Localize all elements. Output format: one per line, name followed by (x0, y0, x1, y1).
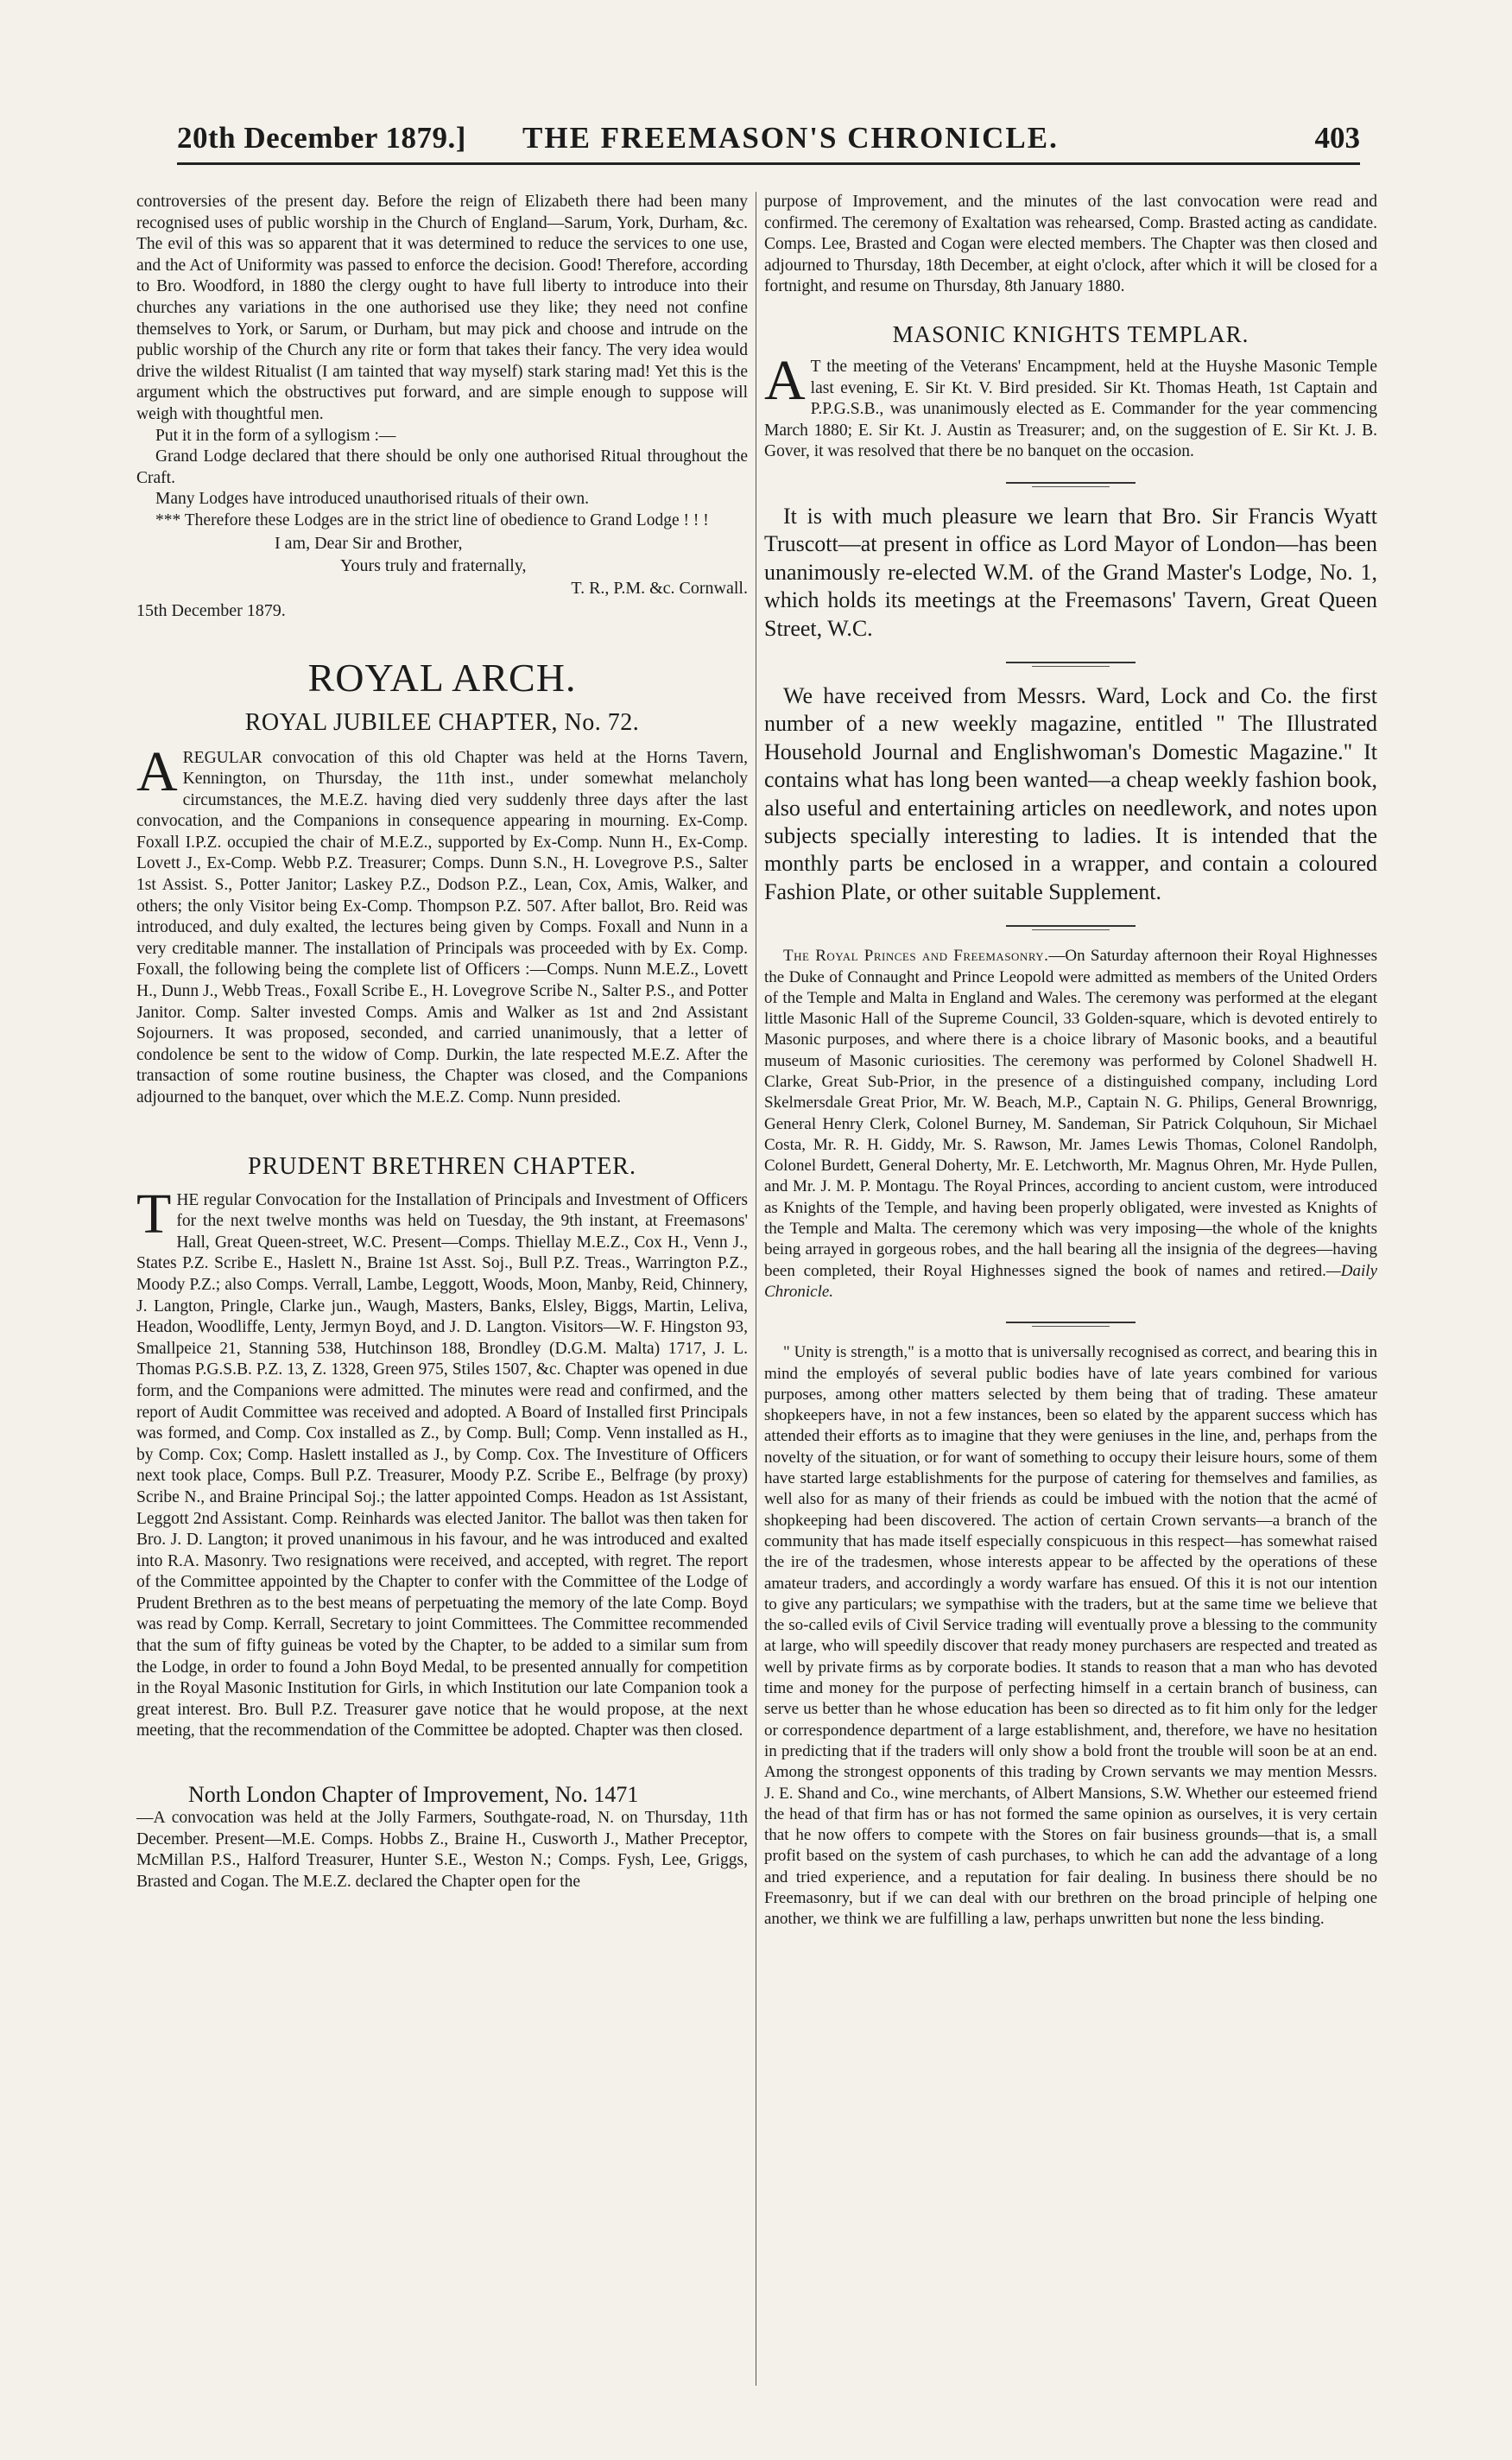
jubilee-chapter-article (136, 739, 748, 1109)
royal-princes-source: —Daily Chronicle. (764, 1261, 1377, 1301)
syllogism-premise-2: Many Lodges have introduced unauthorised rituals of their own. (155, 490, 590, 509)
section-divider (1006, 1322, 1136, 1323)
knights-dropcap: A (764, 348, 806, 412)
knights-templar-title: MASONIC KNIGHTS TEMPLAR. (892, 320, 1249, 347)
signature-closing: Yours truly and fraternally, (340, 555, 527, 575)
section-divider (1006, 925, 1136, 927)
letter-signature (136, 532, 748, 622)
header-date: 20th December 1879.] (177, 121, 466, 155)
unity-article: " Unity is strength," is a motto that is universally recognised as correct, and bearing this in mind the employés of several public bodies have of late years combined for various purposes, among other matters selected by them being that of trading. These amateur shopkeepers have, in not a few instances, been so elated by the apparent success which has attended their efforts as to imagine that they were geniuses in the line, and, perhaps from the novelty of the situation, or for want of something to occupy their leisure hours, some of them have started large establishments for the purpose of catering for themselves and families, as well also for as many of their friends as could be imbued with the notion that the acmé of shopkeeping had been discovered. The action of certain Crown servants—a branch of the community that has made itself especially conspicuous in this respect—has somewhat raised the ire of the tradesmen, whose interests appear to be affected by the operations of these amateur traders, and accordingly a wordy warfare has ensued. Of this it is not our intention to give any particulars; we sympathise with the traders, but at the same time we believe that the so-called evils of Civil Service trading will eventually prove a blessing to the community at large, who will speedily discover that ready money purchasers are respected and treated as well by private firms as by corporate bodies. It stands to reason that a man who has devoted time and money for the purpose of perfecting himself in a certain branch of business, can serve us better than he whose education has been so directed as to fit him only for the ledger or correspondence department of a large establishment, and, therefore, we have no hesitation in predicting that if the traders will only show a bold front the trouble will soon be at an end. Among the strongest opponents of this trading by Crown servants we may mention Messrs. J. E. Shand and Co., wine merchants, of Albert Mansions, S.W. Whether our esteemed friend the head of that firm has or has not formed the same opinion as ourselves, it is very certain that he now offers to compete with the Stores on fair business grounds—that is, a small profit based on the system of cash purchases, to which he can add the advantage of a long and tried experience, and a reputation for fair dealing. In business there should be no Freemasonry, but if we can deal with our brethren on the broad principle of helping one another, we think we are fulfilling a law, perhaps unwritten but none the less binding. (764, 1343, 1377, 1929)
knights-templar-text: T the meeting of the Veterans' Encampment, held at the Huyshe Masonic Temple last evening, E. Sir Kt. V. Bird presided. Sir Kt. Thomas Heath, 1st Captain and P.P.G.S.B., was unanimously elected as E. Commander for the year commencing March 1880; E. Sir Kt. J. Austin as Treasurer; and, on the suggestion of E. Sir Kt. J. B. Gover, it was resolved that there be no banquet on the occasion. (764, 357, 1377, 461)
royal-princes-heading: The Royal Princes and Freemasonry. (783, 947, 1049, 966)
letter-text: controversies of the present day. Before the reign of Elizabeth there had been many recognised uses of public worship in the Church of England—Sarum, York, Durham, &c. The evil of this was so apparent that it was determined to reduce the services to one use, and the Act of Uniformity was passed to enforce the decision. Good! Therefore, according to Bro. Woodford, in 1880 the clergy ought to have full liberty to introduce into their churches any variations in the one authorised use they like; they need not confine themselves to York, or Sarum, or Durham, but may pick and choose and intrude on the public worship of the Church any rite or form that takes their fancy. The very idea would drive the wildest Ritualist (I am tainted that way myself) stark staring mad! Yet this is the argument which the obstructives put forward, and are simple enough to suppose will weigh with thoughtful men. (136, 193, 748, 423)
syllogism-premise-1: Grand Lodge declared that there should be only one authorised Ritual throughout the Craft. (136, 447, 748, 487)
section-divider (1006, 662, 1136, 663)
right-column (764, 192, 1377, 2386)
jubilee-chapter-text: REGULAR convocation of this old Chapter was held at the Horns Tavern, Kennington, on Thursday, the 11th inst., under somewhat melancholy circumstances, the M.E.Z. having died very suddenly three days after the last convocation, and the Companions in consequence appearing in mourning. Ex-Comp. Foxall I.P.Z. occupied the chair of M.E.Z., supported by Ex-Comp. Nunn H., Ex-Comp. Lovett J., Ex-Comp. Webb P.Z. Treasurer; Comps. Dunn S.N., H. Lovegrove P.S., Salter 1st Assist. S., Potter Janitor; Laskey P.Z., Dodson P.Z., Lean, Cox, Amis, Walker, and others; the only Visitor being Ex-Comp. Thompson P.Z. 507. After ballot, Bro. Reid was introduced, and duly exalted, the lectures being given by Comps. Foxall and Nunn in a very creditable manner. The installation of Principals was proceeded with by Ex. Comp. Foxall, the following being the complete list of Officers :—Comps. Nunn M.E.Z., Lovett H., Dunn J., Webb Treas., Foxall Scribe E., H. Lovegrove Scribe N., Salter P.S., and Potter Janitor. Comp. Salter invested Comps. Amis and Walker as 1st and 2nd Assistant Sojourners. It was proposed, seconded, and carried unanimously, that a letter of condolence be sent to the widow of Comp. Durkin, the late respected M.E.Z. After the transaction of some routine business, the Chapter was closed, and the Companions adjourned to the banquet, over which the M.E.Z. Comp. Nunn presided. (136, 748, 748, 1106)
jubilee-chapter-title: ROYAL JUBILEE CHAPTER, No. 72. (244, 708, 640, 736)
page-header (177, 121, 1360, 169)
prudent-brethren-title: PRUDENT BRETHREN CHAPTER. (248, 1152, 636, 1180)
prudent-brethren-text: HE regular Convocation for the Installation of Principals and Investment of Officers for the next twelve months was held on Tuesday, the 9th instant, at Freemasons' Hall, Great Queen-street, W.C. Present—Comps. Thiellay M.E.Z., Cox H., Venn J., States P.Z. Scribe E., Haslett N., Braine 1st Asst. Soj., Bull P.Z. Treas., Warrington P.Z., Moody P.Z.; also Comps. Verrall, Lambe, Leggott, Woods, Moon, Manby, Reid, Chinnery, J. Langton, Pringle, Clarke jun., Waugh, Masters, Banks, Elsley, Biggs, Martin, Leliva, Headon, Woodliffe, Lenty, Jermyn Boyd, and J. D. Langton. Visitors—W. F. Hingston 93, Smallpeice 21, Stanning 538, Hutchinson 188, Brondley (D.G.M. Malta) 1717, J. L. Thomas P.G.S.B. P.Z. 13, Z. 1328, Green 975, Stiles 1507, &c. Chapter was opened in due form, and the Companions were admitted. The minutes were read and confirmed, and the report of Audit Committee was received and adopted. A Board of Installed first Principals was formed, and Comp. Cox installed as Z., by Comp. Bull; Comp. Venn installed as H., by Comp. Cox; Comp. Haslett installed as J., by Comp. Cox. The Investiture of Officers next took place, Comps. Bull P.Z. Treasurer, Moody P.Z. Scribe E., Belfrage (by proxy) Scribe N., and Braine Principal Soj.; the latter appointed Comps. Headon as 1st Assistant, Leggott 2nd Assistant. Comp. Reinhards was elected Janitor. The ballot was then taken for Bro. J. D. Langton; it proved unanimous in his favour, and he was introduced and exalted into R.A. Masonry. Two resignations were received, and accepted, with regret. The report of the Committee appointed by the Chapter to confer with the Committee of the Lodge of Prudent Brethren as to the best means of perpetuating the memory of the late Comp. Boyd was read by Comp. Kerrall, Secretary to joint Committees. The Committee recommended that the sum of fifty guineas be voted by the Chapter, to be added to a similar sum from the Lodge, in order to found a John Boyd Medal, to be presented annually for competition in the Royal Masonic Institution for Girls, in which Institution our late Companion took a great interest. Bro. Bull P.Z. Treasurer gave notice that he would propose, at the next meeting, that the recommendation of the Committee be adopted. Chapter was then closed. (136, 1190, 748, 1740)
north-london-text: —A convocation was held at the Jolly Farmers, Southgate-road, N. on Thursday, 11th December. Present—M.E. Comps. Hobbs Z., Braine H., Cusworth J., Mather Preceptor, McMillan P.S., Halford Treasurer, Hunter S.E., Weston N.; Comps. Fysh, Lee, Griggs, Brasted and Cogan. The M.E.Z. declared the Chapter open for the (136, 1809, 748, 1891)
masthead-title: THE FREEMASON'S CHRONICLE. (522, 121, 1059, 155)
left-column (136, 192, 748, 2386)
knights-templar-article (764, 348, 1377, 463)
signature-salutation: I am, Dear Sir and Brother, (275, 533, 463, 553)
syllogism-intro: Put it in the form of a syllogism :— (155, 426, 396, 445)
prudent-dropcap: T (136, 1182, 172, 1246)
page-number: 403 (1314, 121, 1360, 155)
signature-date: 15th December 1879. (136, 600, 286, 620)
royal-princes-article (764, 946, 1377, 1303)
north-london-title: North London Chapter of Improvement, No. 1471 (188, 1782, 639, 1808)
jubilee-dropcap: A (136, 739, 178, 803)
truscott-notice: It is with much pleasure we learn that Bro. Sir Francis Wyatt Truscott—at present in office as Lord Mayor of London—has been unanimously re-elected W.M. of the Grand Master's Lodge, No. 1, which holds its meetings at the Freemasons' Tavern, Great Queen Street, W.C. (764, 503, 1377, 641)
section-title-royal-arch: ROYAL ARCH. (307, 655, 577, 700)
section-divider (1006, 482, 1136, 484)
ward-lock-notice: We have received from Messrs. Ward, Lock and Co. the first number of a new weekly magazine, entitled " The Illustrated Household Journal and Englishwoman's Domestic Magazine." It contains what has long been wanted—a cheap weekly fashion book, also useful and entertaining articles on needlework, and notes upon subjects specially interesting to ladies. It is intended that the monthly parts be enclosed in a wrapper, and contain a coloured Fashion Plate, or other suitable Supplement. (764, 682, 1377, 904)
syllogism-conclusion: *** Therefore these Lodges are in the strict line of obedience to Grand Lodge ! ! ! (155, 510, 709, 529)
header-rule (177, 162, 1360, 165)
royal-princes-text: —On Saturday afternoon their Royal Highnesses the Duke of Connaught and Prince Leopold were admitted as members of the United Orders of the Temple and Malta in England and Wales. The ceremony was performed at the elegant little Masonic Hall of the Supreme Council, 33 Golden-square, which is devoted entirely to Masonic purposes, and where there is a choice library of Masonic books, and a beautiful museum of Masonic curiosities. The ceremony was performed by Colonel Shadwell H. Clarke, Great Sub-Prior, in the presence of a distinguished company, including Lord Skelmersdale Great Prior, Mr. W. Beach, M.P., Captain N. G. Philips, General Brownrigg, General Henry Clerk, Colonel Burney, M. Sandeman, Sir Patrick Colquhoun, Sir Michael Costa, Mr. R. H. Giddy, Mr. S. Rawson, Mr. James Lewis Thomas, Colonel Randolph, Colonel Burdett, General Doherty, Mr. E. Letchworth, Mr. Magnus Ohren, Mr. Hyde Pullen, and Mr. J. M. P. Montagu. The Royal Princes, according to ancient custom, were introduced as Knights of the Temple, and having been properly obligated, were invested as Knights of the Temple and Malta. The ceremony which was very imposing—the whole of the knights being arrayed in gorgeous robes, and the hall bearing all the insignia of the degrees—having been completed, their Royal Highnesses signed the book of names and retired. (764, 947, 1377, 1280)
north-london-continuation: purpose of Improvement, and the minutes of the last convocation were read and confirmed. The ceremony of Exaltation was rehearsed, Comp. Brasted acting as candidate. Comps. Lee, Brasted and Cogan were elected members. The Chapter was then closed and adjourned to Thursday, 18th December, at eight o'clock, after which it will be closed for a fortnight, and resume on Thursday, 8th January 1880. (764, 193, 1377, 296)
signature-name: T. R., P.M. &c. Cornwall. (571, 578, 748, 598)
prudent-brethren-article (136, 1182, 748, 1742)
